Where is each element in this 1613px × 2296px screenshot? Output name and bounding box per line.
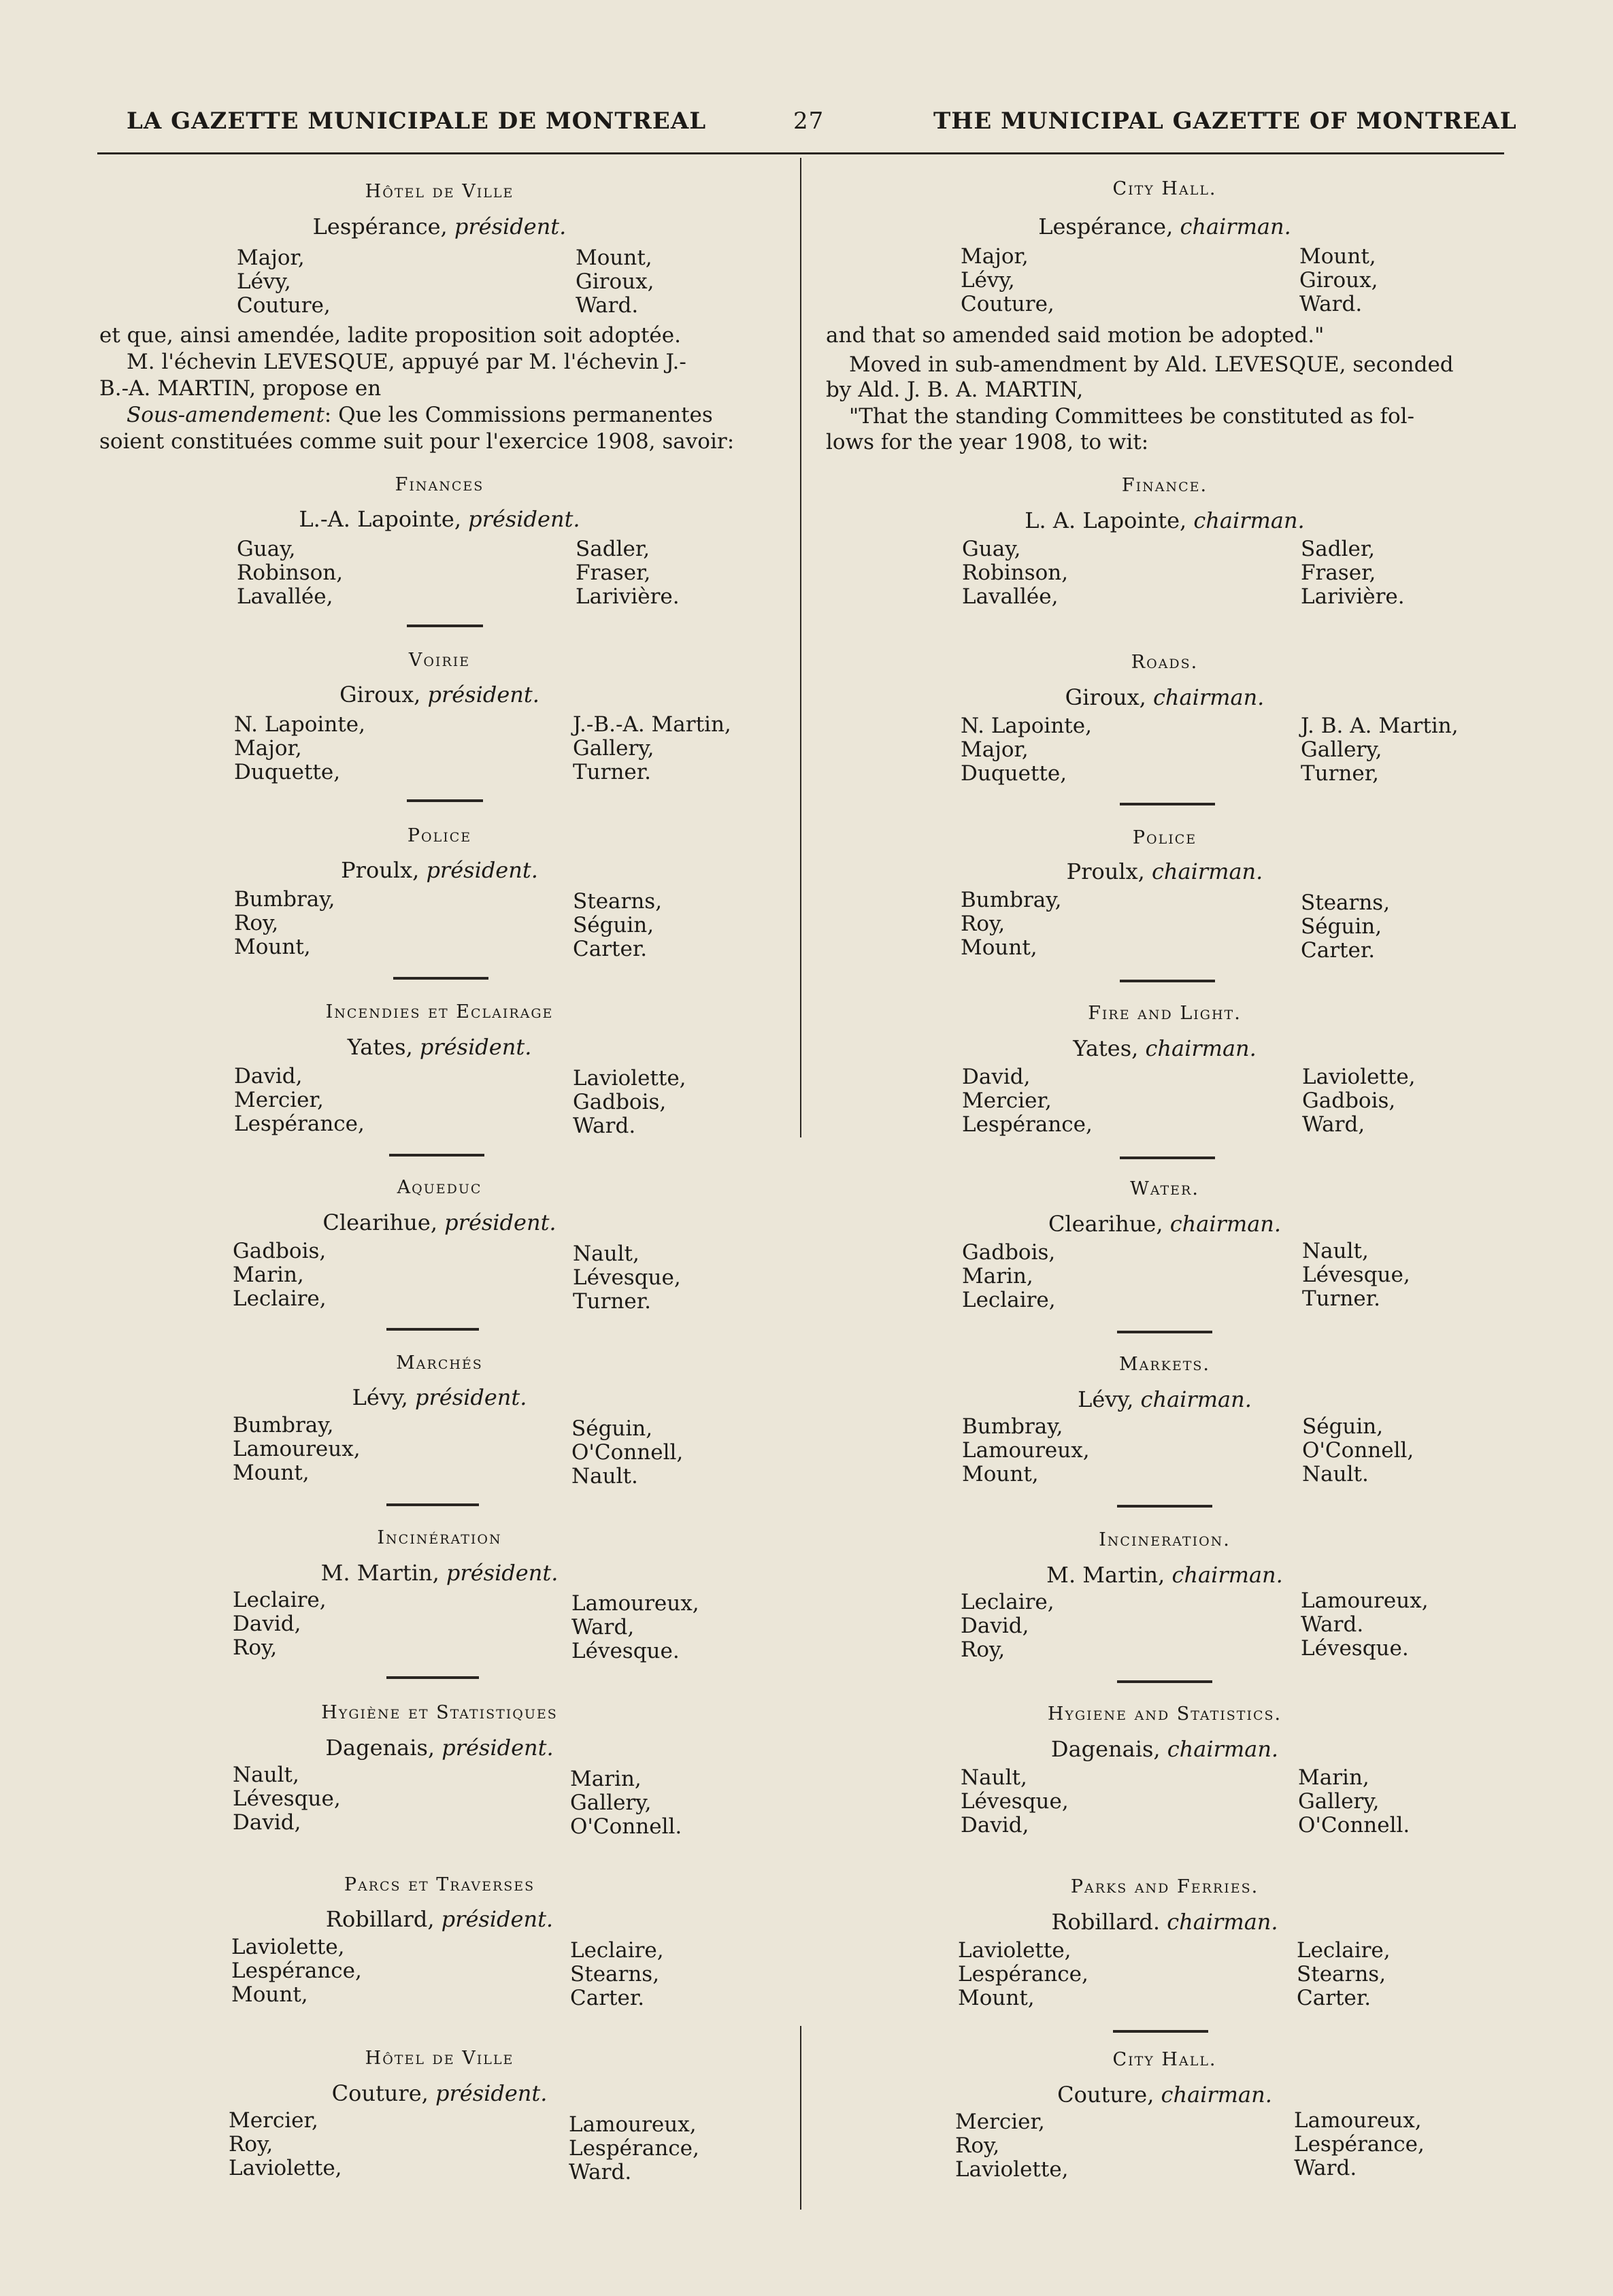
members-col1: Laviolette, Lespérance, Mount,: [231, 1935, 362, 2007]
committee-chair: Lespérance, président.: [312, 214, 567, 239]
committee-title: Aqueduc: [397, 1177, 482, 1198]
members-col1: David, Mercier, Lespérance,: [962, 1065, 1093, 1137]
section-rule: [1120, 803, 1215, 805]
committee-chair: Yates, chairman.: [1073, 1035, 1257, 1061]
section-rule: [1117, 1331, 1212, 1333]
header-french-title: LA GAZETTE MUNICIPALE DE MONTREAL: [127, 107, 707, 135]
members-col2: Sadler, Fraser, Larivière.: [576, 537, 680, 609]
motion-text-line: "That the standing Committees be constituted as fol-: [849, 404, 1415, 429]
section-rule: [386, 1676, 479, 1679]
committee-title: Finances: [395, 474, 484, 495]
motion-text-line: Sous-amendement: Que les Commissions permanentes: [127, 403, 713, 427]
committee-title: Hygiène et Statistiques: [321, 1702, 558, 1723]
section-rule: [389, 1154, 484, 1157]
members-col2: Stearns, Séguin, Carter.: [1301, 891, 1391, 963]
members-col1: Major, Lévy, Couture,: [237, 246, 331, 318]
committee-title: Incineration.: [1099, 1529, 1231, 1550]
committee-title: Hygiene and Statistics.: [1047, 1703, 1282, 1725]
motion-text-line: B.-A. MARTIN, propose en: [99, 376, 382, 401]
committee-title: Parcs et Traverses: [344, 1874, 535, 1895]
page-number: 27: [793, 107, 825, 135]
section-rule: [1120, 980, 1215, 982]
committee-title: Police: [407, 825, 472, 846]
members-col2: Leclaire, Stearns, Carter.: [570, 1938, 664, 2010]
committee-chair: Dagenais, président.: [325, 1735, 554, 1761]
section-rule: [407, 625, 483, 627]
members-col2: Laviolette, Gadbois, Ward.: [573, 1066, 686, 1138]
members-col2: Laviolette, Gadbois, Ward,: [1302, 1065, 1416, 1137]
committee-chair: Robillard. chairman.: [1051, 1909, 1278, 1935]
committee-chair: Couture, président.: [331, 2080, 548, 2106]
column-divider: [800, 158, 801, 1137]
committee-chair: Lévy, chairman.: [1078, 1386, 1252, 1412]
members-col2: Séguin, O'Connell, Nault.: [571, 1416, 684, 1488]
motion-text-line: by Ald. J. B. A. MARTIN,: [826, 378, 1084, 402]
members-col1: Guay, Robinson, Lavallée,: [962, 537, 1069, 609]
committee-chair: Giroux, chairman.: [1065, 684, 1265, 710]
section-rule: [1117, 1505, 1212, 1508]
members-col1: Laviolette, Lespérance, Mount,: [958, 1938, 1088, 2010]
section-rule: [1113, 2030, 1208, 2033]
members-col1: N. Lapointe, Major, Duquette,: [234, 712, 365, 784]
committee-chair: Lespérance, chairman.: [1038, 214, 1291, 239]
section-rule: [1120, 1157, 1215, 1159]
members-col1: Bumbray, Roy, Mount,: [234, 887, 335, 959]
committee-chair: M. Martin, président.: [320, 1560, 559, 1586]
committee-title: City Hall.: [1112, 2049, 1217, 2070]
members-col1: Mercier, Roy, Laviolette,: [229, 2108, 342, 2180]
committee-chair: Giroux, président.: [339, 682, 539, 708]
committee-title: Finance.: [1121, 475, 1208, 496]
members-col1: Bumbray, Lamoureux, Mount,: [962, 1414, 1090, 1486]
committee-title: Marchés: [396, 1352, 483, 1374]
members-col2: Mount, Giroux, Ward.: [1299, 244, 1378, 316]
committee-chair: Proulx, président.: [341, 857, 538, 883]
members-col2: Lamoureux, Ward. Lévesque.: [1301, 1588, 1429, 1661]
members-col1: Gadbois, Marin, Leclaire,: [962, 1240, 1056, 1312]
members-col2: Mount, Giroux, Ward.: [576, 246, 654, 318]
committee-chair: Clearihue, président.: [322, 1210, 556, 1235]
committee-title: City Hall.: [1112, 178, 1217, 199]
committee-chair: Dagenais, chairman.: [1050, 1736, 1279, 1762]
motion-text-line: and that so amended said motion be adopted.": [826, 323, 1325, 348]
members-col2: Nault, Lévesque, Turner.: [1302, 1239, 1410, 1311]
members-col1: Leclaire, David, Roy,: [233, 1588, 327, 1660]
section-rule: [1117, 1680, 1212, 1683]
committee-title: Hôtel de Ville: [365, 2048, 514, 2069]
committee-title: Police: [1132, 827, 1197, 848]
motion-text-line: Moved in sub-amendment by Ald. LEVESQUE, seconded: [849, 352, 1454, 377]
members-col1: David, Mercier, Lespérance,: [234, 1064, 365, 1136]
members-col2: Nault, Lévesque, Turner.: [573, 1242, 681, 1314]
members-col2: Séguin, O'Connell, Nault.: [1302, 1414, 1414, 1486]
committee-title: Markets.: [1118, 1354, 1210, 1375]
committee-title: Incendies et Eclairage: [325, 1001, 554, 1022]
committee-chair: Lévy, président.: [352, 1384, 527, 1410]
members-col1: Guay, Robinson, Lavallée,: [237, 537, 344, 609]
section-rule: [386, 1328, 479, 1331]
committee-title: Parks and Ferries.: [1070, 1876, 1259, 1897]
column-divider-lower: [800, 2026, 801, 2210]
members-col2: Lamoureux, Lespérance, Ward.: [569, 2112, 699, 2184]
committee-chair: Couture, chairman.: [1057, 2082, 1272, 2108]
members-col1: Major, Lévy, Couture,: [961, 244, 1054, 316]
members-col1: N. Lapointe, Major, Duquette,: [961, 714, 1092, 786]
members-col2: Leclaire, Stearns, Carter.: [1297, 1938, 1391, 2010]
left-column: [99, 0, 780, 2296]
committee-title: Hôtel de Ville: [365, 181, 514, 202]
members-col1: Nault, Lévesque, David,: [961, 1765, 1069, 1837]
members-col1: Bumbray, Lamoureux, Mount,: [233, 1413, 361, 1485]
members-col2: Marin, Gallery, O'Connell.: [570, 1767, 682, 1839]
committee-chair: M. Martin, chairman.: [1046, 1562, 1283, 1588]
members-col1: Leclaire, David, Roy,: [961, 1590, 1054, 1662]
members-col2: Lamoureux, Ward, Lévesque.: [571, 1591, 699, 1663]
committee-title: Roads.: [1131, 652, 1199, 673]
header-english-title: THE MUNICIPAL GAZETTE OF MONTREAL: [933, 107, 1517, 135]
section-rule: [386, 1503, 479, 1506]
committee-chair: L. A. Lapointe, chairman.: [1025, 508, 1305, 533]
motion-text-line: M. l'échevin LEVESQUE, appuyé par M. l'échevin J.-: [127, 350, 686, 374]
motion-text-line: lows for the year 1908, to wit:: [826, 430, 1149, 454]
committee-title: Incinération: [377, 1527, 502, 1548]
committee-chair: Clearihue, chairman.: [1048, 1211, 1282, 1237]
members-col2: Stearns, Séguin, Carter.: [573, 889, 663, 961]
members-col1: Nault, Lévesque, David,: [233, 1763, 341, 1835]
members-col1: Bumbray, Roy, Mount,: [961, 888, 1062, 960]
members-col1: Gadbois, Marin, Leclaire,: [233, 1239, 327, 1311]
section-rule: [407, 799, 483, 802]
members-col2: Sadler, Fraser, Larivière.: [1301, 537, 1405, 609]
right-column: [825, 0, 1505, 2296]
members-col2: Lamoureux, Lespérance, Ward.: [1294, 2108, 1425, 2180]
members-col2: J.-B.-A. Martin, Gallery, Turner.: [573, 712, 731, 784]
committee-title: Voirie: [408, 650, 471, 671]
section-rule: [393, 977, 488, 980]
committee-chair: Proulx, chairman.: [1066, 859, 1263, 884]
members-col2: Marin, Gallery, O'Connell.: [1298, 1765, 1410, 1837]
committee-chair: Robillard, président.: [325, 1906, 554, 1932]
committee-title: Fire and Light.: [1088, 1003, 1242, 1024]
motion-text-line: soient constituées comme suit pour l'exercice 1908, savoir:: [99, 429, 735, 454]
committee-title: Water.: [1130, 1178, 1199, 1199]
committee-chair: L.-A. Lapointe, président.: [299, 506, 580, 532]
committee-chair: Yates, président.: [347, 1034, 532, 1060]
members-col1: Mercier, Roy, Laviolette,: [955, 2110, 1069, 2182]
members-col2: J. B. A. Martin, Gallery, Turner,: [1301, 714, 1459, 786]
motion-text-line: et que, ainsi amendée, ladite proposition soit adoptée.: [99, 323, 681, 348]
